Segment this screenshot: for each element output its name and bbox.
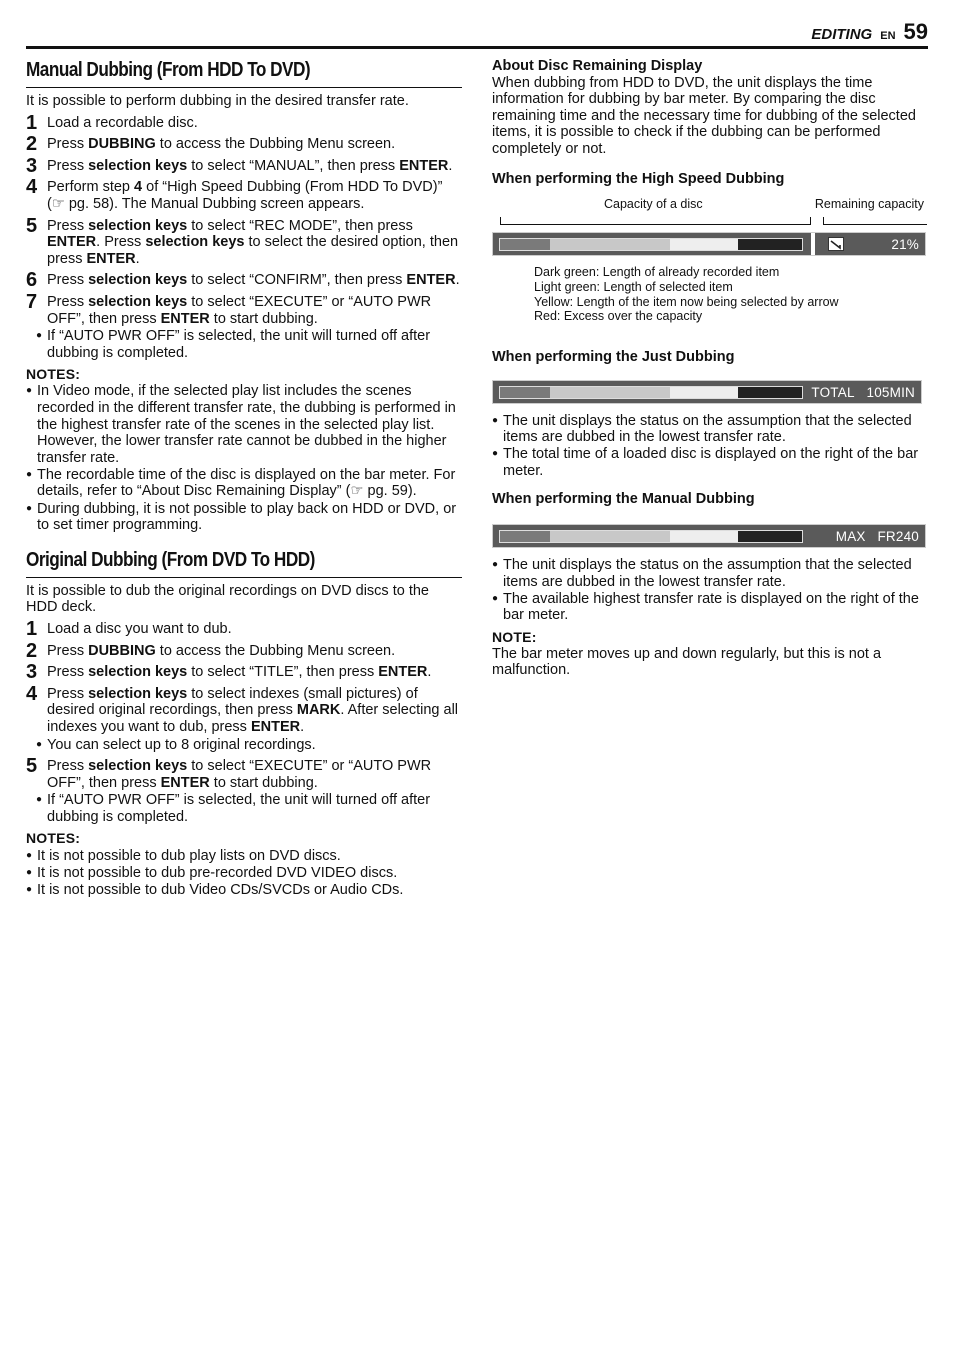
bullet-icon: ● — [26, 502, 33, 514]
bullet-text: The available highest transfer rate is displayed on the right of the bar meter. — [503, 590, 919, 624]
step-text — [47, 218, 462, 268]
manual-dubbing-steps — [26, 111, 462, 362]
step-sub-bullet — [36, 737, 462, 754]
left-column — [26, 58, 462, 898]
readout-label: TOTAL — [811, 384, 855, 400]
original-dubbing-title: Original Dubbing (From DVD To HDD) — [26, 548, 315, 571]
arrow-segment — [670, 531, 738, 542]
manual-dubbing-meter-heading: When performing the Manual Dubbing — [492, 491, 755, 508]
bullet-icon: ● — [26, 866, 33, 878]
step-text-part: to select “MANUAL”, then press — [187, 157, 400, 174]
note-text: The bar meter moves up and down regularly, but this is not a malfunction. — [492, 645, 882, 679]
step-text-part: Press — [47, 272, 89, 289]
readout-value: FR240 — [877, 529, 919, 545]
arrow-segment — [670, 387, 738, 398]
step-text-part: of “High Speed Dubbing (From HDD To DVD)” (☞ pg. 58). The Manual Dubbing screen appears. — [47, 179, 443, 212]
step-text-part: Press — [47, 758, 89, 775]
step-number: 1 — [26, 617, 38, 640]
remaining-bracket — [823, 217, 927, 225]
step-text-part: to start dubbing. — [209, 310, 318, 327]
high-speed-heading: When performing the High Speed Dubbing — [492, 170, 785, 187]
manual-dubbing-bar-meter — [492, 524, 926, 548]
bullet-item — [492, 413, 928, 446]
color-legend — [534, 265, 928, 324]
step-number: 4 — [26, 682, 38, 705]
step-text — [47, 179, 462, 212]
readout-label: MAX — [835, 529, 866, 545]
step-text-part: Press — [47, 217, 89, 234]
bullet-icon: ● — [36, 738, 43, 750]
manual-step — [26, 214, 462, 268]
capacity-label: Capacity of a disc — [604, 197, 703, 212]
step-keyword: ENTER — [250, 718, 301, 735]
bullet-item — [492, 446, 928, 479]
step-text — [47, 136, 462, 153]
step-text — [47, 158, 462, 175]
sub-bullet-text: If “AUTO PWR OFF” is selected, the unit will turned off after dubbing is completed. — [47, 792, 431, 825]
readout-value: 105MIN — [866, 384, 915, 400]
step-keyword: MARK — [296, 702, 341, 719]
step-sub-bullet — [36, 328, 462, 361]
note-heading: NOTE: — [492, 628, 537, 645]
step-keyword: selection keys — [88, 758, 188, 775]
original-notes-list — [26, 848, 462, 899]
bullet-text: It is not possible to dub play lists on DVD discs. — [37, 847, 341, 864]
step-text-part: Load a recordable disc. — [47, 114, 198, 131]
step-text-part: to access the Dubbing Menu screen. — [155, 136, 396, 153]
manual-notes-list — [26, 383, 462, 533]
manual-notes-heading: NOTES: — [26, 366, 81, 383]
bullet-icon: ● — [492, 559, 499, 571]
original-notes-heading: NOTES: — [26, 830, 81, 847]
step-keyword: DUBBING — [88, 136, 156, 153]
step-text-part: to select “EXECUTE” or “AUTO PWR OFF”, then press — [47, 293, 432, 327]
step-number: 1 — [26, 111, 38, 134]
bullet-text: The unit displays the status on the assumption that the selected items are dubbed in the lowest transfer rate. — [503, 557, 912, 590]
original-step — [26, 617, 462, 640]
selected-segment — [550, 387, 670, 398]
step-text-part: . — [300, 718, 305, 735]
step-text-part: . Press — [96, 234, 146, 251]
step-number: 2 — [26, 133, 38, 156]
just-dubbing-bar-meter — [492, 380, 922, 404]
step-text-part: . — [448, 157, 453, 174]
original-step — [26, 639, 462, 662]
bullet-item — [492, 591, 928, 624]
step-text — [47, 758, 462, 791]
step-number: 5 — [26, 214, 38, 237]
step-keyword: selection keys — [88, 664, 188, 681]
step-text-part: Press — [47, 136, 89, 153]
high-speed-readout: 21% — [891, 237, 919, 253]
legend-item: Light green: Length of selected item — [534, 279, 733, 294]
manual-dubbing-title: Manual Dubbing (From HDD To DVD) — [26, 59, 311, 81]
note-item — [26, 501, 462, 534]
bullet-text: It is not possible to dub pre-recorded DVD VIDEO discs. — [37, 864, 398, 881]
step-keyword: ENTER — [160, 774, 210, 791]
original-step — [26, 661, 462, 684]
bullet-text: The total time of a loaded disc is displayed on the right of the bar meter. — [503, 446, 919, 479]
step-number: 3 — [26, 154, 38, 177]
step-text-part: Press — [47, 664, 89, 681]
recorded-segment — [500, 239, 550, 250]
step-text — [47, 115, 462, 132]
step-text-part: . — [455, 272, 460, 289]
note-item — [26, 848, 462, 865]
just-dubbing-heading: When performing the Just Dubbing — [492, 348, 735, 365]
manual-step — [26, 111, 462, 134]
sub-bullet-text: If “AUTO PWR OFF” is selected, the unit will turned off after dubbing is completed. — [47, 328, 431, 361]
step-text-part: Perform step — [47, 179, 135, 196]
bullet-icon: ● — [492, 448, 499, 460]
original-dubbing-section — [26, 548, 462, 899]
step-text-part: to select “REC MODE”, then press — [187, 217, 413, 234]
just-dubbing-bullets — [492, 413, 928, 480]
bullet-text: During dubbing, it is not possible to play back on HDD or DVD, or to set timer programming. — [37, 500, 457, 534]
step-keyword: selection keys — [145, 234, 245, 251]
about-display-heading: About Disc Remaining Display — [492, 58, 703, 74]
legend-item: Red: Excess over the capacity — [534, 309, 703, 324]
bullet-text: In Video mode, if the selected play list includes the scenes recorded in the different transfer rate, the dubbing is performed in the highest transfer rate of the scenes in the selected play list. However, the lower transfer rate cannot be dubbed in the higher transfer rate. — [37, 383, 456, 466]
step-text-part: to select “CONFIRM”, then press — [187, 272, 407, 289]
bullet-icon: ● — [26, 385, 33, 397]
manual-dubbing-bullets — [492, 557, 928, 624]
bullet-icon: ● — [26, 883, 33, 895]
step-keyword: ENTER — [399, 157, 449, 174]
page-number: 59 — [903, 19, 928, 44]
step-keyword: 4 — [134, 179, 143, 196]
step-text-part: Press — [47, 157, 89, 174]
step-keyword: ENTER — [86, 250, 136, 267]
selected-segment — [550, 531, 670, 542]
step-number: 4 — [26, 176, 38, 199]
meter-separator — [811, 233, 815, 255]
title-rule — [26, 87, 462, 88]
step-text-part: to select the desired option, then press — [47, 234, 459, 267]
step-text — [47, 664, 462, 681]
step-keyword: selection keys — [88, 157, 188, 174]
bullet-text: It is not possible to dub Video CDs/SVCDs or Audio CDs. — [37, 881, 404, 898]
step-number: 6 — [26, 269, 38, 292]
step-text-part: to select indexes (small pictures) of desired original recordings, then press — [47, 685, 418, 719]
recorded-segment — [500, 387, 550, 398]
step-text-part: to select “TITLE”, then press — [187, 664, 379, 681]
high-speed-labels — [492, 197, 928, 227]
bullet-item — [492, 557, 928, 590]
step-keyword: selection keys — [88, 217, 188, 234]
original-dubbing-intro: It is possible to dub the original recordings on DVD discs to the HDD deck. — [26, 582, 429, 616]
capacity-bracket — [500, 217, 811, 225]
step-keyword: ENTER — [406, 272, 456, 289]
original-step — [26, 755, 462, 791]
step-text-part: to select “EXECUTE” or “AUTO PWR OFF”, then press — [47, 758, 432, 791]
step-text-part: . — [135, 250, 140, 267]
bullet-icon: ● — [26, 468, 33, 480]
step-text — [47, 686, 462, 736]
sub-bullet-text: You can select up to 8 original recordings. — [47, 736, 316, 753]
original-step — [26, 682, 462, 736]
right-column — [492, 58, 928, 679]
step-text-part: Press — [47, 685, 89, 702]
remaining-label: Remaining capacity — [814, 197, 924, 212]
legend-item: Yellow: Length of the item now being selected by arrow — [534, 294, 839, 309]
manual-dubbing-intro: It is possible to perform dubbing in the desired transfer rate. — [26, 93, 409, 109]
step-number: 2 — [26, 639, 38, 662]
gauge-icon — [828, 237, 844, 251]
language-label: EN — [880, 30, 896, 42]
manual-dubbing-section — [26, 58, 462, 534]
bullet-icon: ● — [36, 794, 43, 806]
title-rule — [26, 577, 462, 578]
manual-step — [26, 133, 462, 156]
step-text — [47, 294, 462, 327]
step-text-part: . — [427, 664, 432, 681]
manual-dubbing-readout — [836, 529, 919, 546]
step-keyword: selection keys — [88, 685, 188, 702]
original-dubbing-steps — [26, 617, 462, 826]
bullet-icon: ● — [36, 330, 43, 342]
step-text — [47, 272, 462, 289]
note-item — [26, 882, 462, 899]
step-text-part: Load a disc you want to dub. — [47, 620, 232, 637]
manual-step — [26, 290, 462, 327]
step-text-part: . After selecting all indexes you want to dub, press — [47, 702, 459, 735]
recorded-segment — [500, 531, 550, 542]
section-label: EDITING — [811, 26, 873, 43]
manual-step — [26, 154, 462, 177]
bullet-icon: ● — [492, 414, 499, 426]
bullet-text: The unit displays the status on the assumption that the selected items are dubbed in the lowest transfer rate. — [503, 412, 912, 446]
step-text — [47, 643, 462, 660]
meter-track — [499, 386, 803, 399]
high-speed-bar-meter — [492, 232, 926, 256]
step-keyword: selection keys — [88, 293, 188, 310]
page-header — [811, 19, 928, 45]
bullet-icon: ● — [26, 849, 33, 861]
step-number: 3 — [26, 661, 38, 684]
step-keyword: ENTER — [47, 234, 97, 251]
just-dubbing-readout — [811, 385, 915, 402]
step-keyword: DUBBING — [88, 642, 156, 659]
about-display-body: When dubbing from HDD to DVD, the unit displays the time information for dubbing by bar meter. By comparing the disc remaining time and the necessary time for dubbing of the selected items, it is possible to check if the dubbing can be performed completely or not. — [492, 74, 916, 157]
selected-segment — [550, 239, 670, 250]
meter-track — [499, 238, 803, 251]
note-item — [26, 865, 462, 882]
step-text — [47, 621, 462, 638]
step-text-part: to access the Dubbing Menu screen. — [155, 642, 396, 659]
step-number: 7 — [26, 290, 38, 313]
step-number: 5 — [26, 755, 38, 778]
step-keyword: ENTER — [378, 664, 428, 681]
note-item — [26, 383, 462, 466]
header-rule — [26, 46, 928, 49]
meter-track — [499, 530, 803, 543]
manual-step — [26, 269, 462, 292]
step-keyword: ENTER — [160, 310, 210, 327]
bullet-text: The recordable time of the disc is displayed on the bar meter. For details, refer to “About Disc Remaining Display” (☞ pg. 59). — [37, 466, 456, 500]
note-item — [26, 467, 462, 500]
bullet-icon: ● — [492, 592, 499, 604]
step-sub-bullet — [36, 792, 462, 825]
step-text-part: to start dubbing. — [209, 774, 318, 791]
manual-step — [26, 176, 462, 212]
step-text-part: Press — [47, 642, 89, 659]
arrow-segment — [670, 239, 738, 250]
legend-item: Dark green: Length of already recorded item — [534, 265, 780, 280]
step-keyword: selection keys — [88, 272, 188, 289]
step-text-part: Press — [47, 293, 89, 310]
